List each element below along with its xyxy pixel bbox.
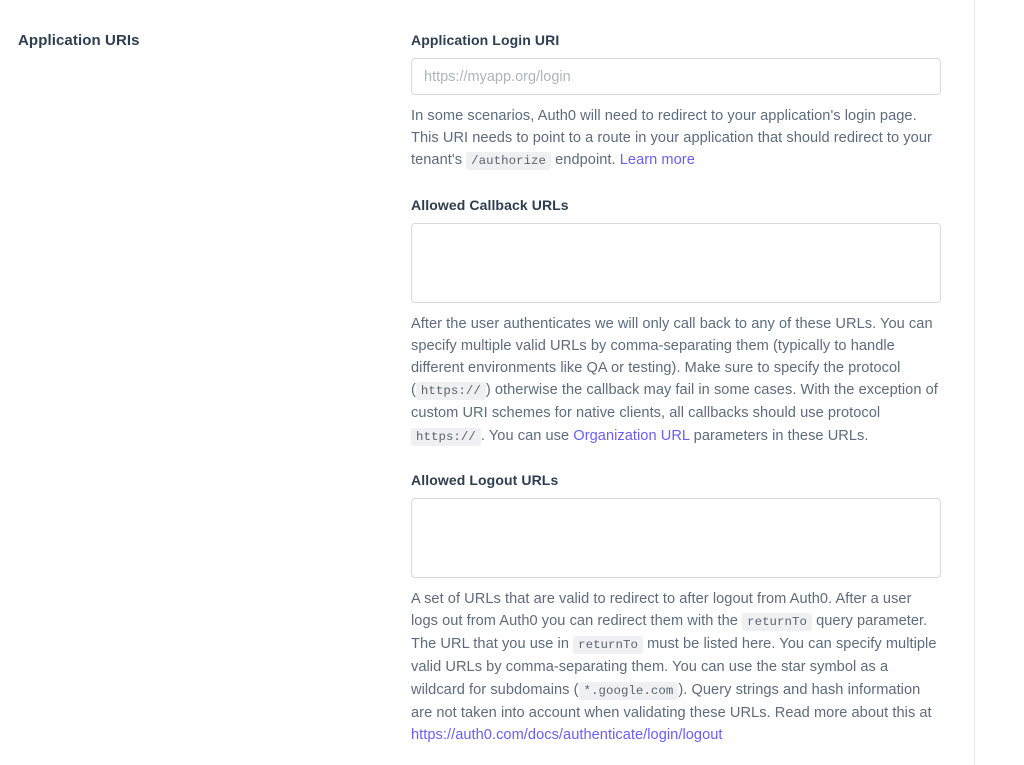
- organization-url-link[interactable]: Organization URL: [573, 427, 690, 444]
- help-text-part: After the user authenticates we will only call back to any of these URLs. You can specify multiple valid URLs by comma-separating them (typically to handle different environments like QA or testing). Make sure to specify the protocol (: [411, 315, 933, 399]
- field-application-login-uri: [411, 31, 941, 173]
- field-allowed-logout-urls: [411, 471, 941, 746]
- help-text-part: ) otherwise the callback may fail in some cases. With the exception of custom URI schemes for native clients, all callbacks should use protocol: [411, 382, 938, 422]
- help-text-part: ). Query strings and hash information are not taken into account when validating these URLs. Read more about this at: [411, 681, 932, 721]
- code-chip-returnto-2: returnTo: [573, 636, 643, 654]
- code-chip-returnto-1: returnTo: [742, 613, 812, 631]
- logout-docs-link[interactable]: https://auth0.com/docs/authenticate/login/logout: [411, 727, 723, 744]
- allowed-callback-urls-textarea[interactable]: [411, 223, 941, 303]
- help-text-part: endpoint.: [551, 152, 620, 169]
- allowed-callback-urls-help: [411, 313, 941, 448]
- help-text-part: In some scenarios, Auth0 will need to redirect to your application's login page. This URI needs to point to a route in your application that should redirect to your tenant's: [411, 108, 932, 169]
- section-title: Application URIs: [18, 32, 140, 49]
- learn-more-link[interactable]: Learn more: [619, 152, 695, 169]
- section-main: [411, 31, 941, 746]
- help-text-part: query parameter. The URL that you use in: [411, 613, 928, 653]
- help-text-part: parameters in these URLs.: [689, 427, 869, 444]
- code-chip-authorize: /authorize: [466, 152, 551, 170]
- application-login-uri-label: Application Login URI: [411, 32, 560, 48]
- help-text-part: . You can use: [480, 427, 574, 444]
- help-text-part: A set of URLs that are valid to redirect to after logout from Auth0. After a user logs out from Auth0 you can redirect them with the: [411, 590, 912, 630]
- allowed-logout-urls-textarea[interactable]: [411, 498, 941, 578]
- allowed-logout-urls-label: Allowed Logout URLs: [411, 471, 559, 488]
- allowed-logout-urls-help: [411, 588, 941, 746]
- code-chip-https-2: https://: [411, 428, 481, 446]
- code-chip-wildcard-domain: *.google.com: [579, 682, 679, 700]
- allowed-callback-urls-label: Allowed Callback URLs: [411, 196, 569, 213]
- application-login-uri-input[interactable]: [411, 58, 941, 95]
- code-chip-https-1: https://: [416, 382, 486, 400]
- field-allowed-callback-urls: [411, 196, 941, 448]
- section-aside: [0, 31, 411, 746]
- application-login-uri-help: [411, 105, 941, 173]
- help-text-part: must be listed here. You can specify multiple valid URLs by comma-separating them. You can use the star symbol as a wildcard for subdomains (: [411, 636, 937, 698]
